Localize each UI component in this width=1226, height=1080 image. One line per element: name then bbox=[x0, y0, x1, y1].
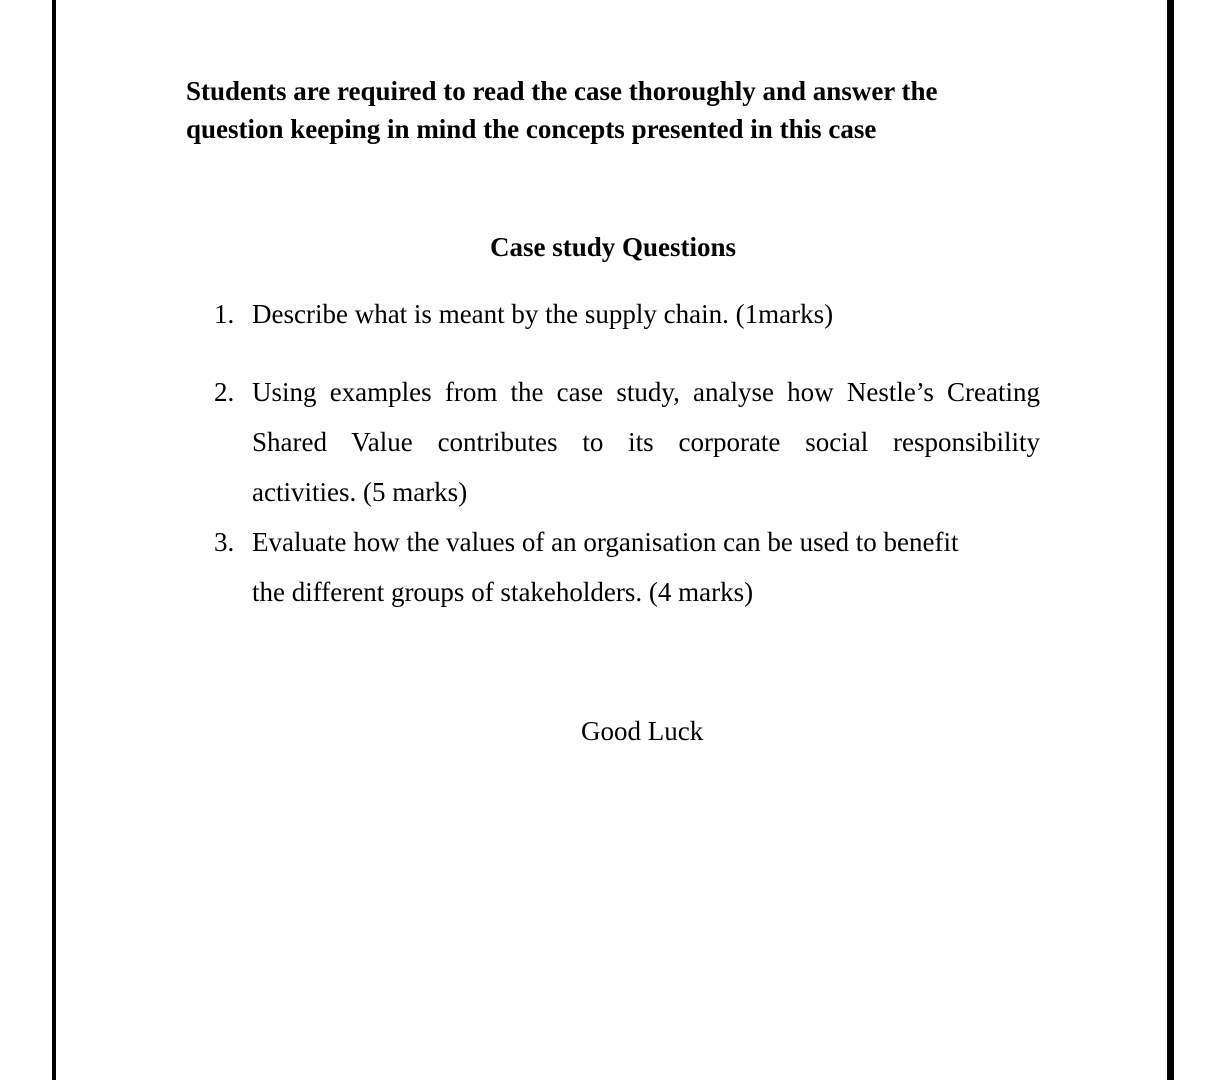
question-number: 1. bbox=[214, 299, 235, 329]
page-border-left bbox=[52, 0, 56, 1080]
instructions-paragraph bbox=[186, 72, 1066, 148]
instructions-line: Students are required to read the case thoroughly and answer the bbox=[186, 76, 938, 106]
question-line: Describe what is meant by the supply chain. (1marks) bbox=[252, 299, 834, 329]
question-text bbox=[252, 517, 1040, 617]
question-number: 2. bbox=[214, 377, 235, 407]
question-line: the different groups of stakeholders. (4 marks) bbox=[252, 577, 754, 607]
question-line: activities. (5 marks) bbox=[252, 477, 468, 507]
closing-text: Good Luck bbox=[581, 716, 704, 746]
instructions-line: question keeping in mind the concepts presented in this case bbox=[186, 114, 877, 144]
question-text bbox=[252, 289, 1040, 339]
question-line: Shared Value contributes to its corporate social responsibility bbox=[252, 427, 1040, 457]
question-line: Using examples from the case study, analyse how Nestle’s Creating bbox=[252, 377, 1040, 407]
section-title-text: Case study Questions bbox=[489, 232, 737, 262]
question-text bbox=[252, 367, 1040, 517]
page-border-right bbox=[1167, 0, 1174, 1080]
question-number: 3. bbox=[214, 527, 235, 557]
question-line: Evaluate how the values of an organisation can be used to benefit bbox=[252, 527, 959, 557]
section-title bbox=[0, 228, 1226, 266]
